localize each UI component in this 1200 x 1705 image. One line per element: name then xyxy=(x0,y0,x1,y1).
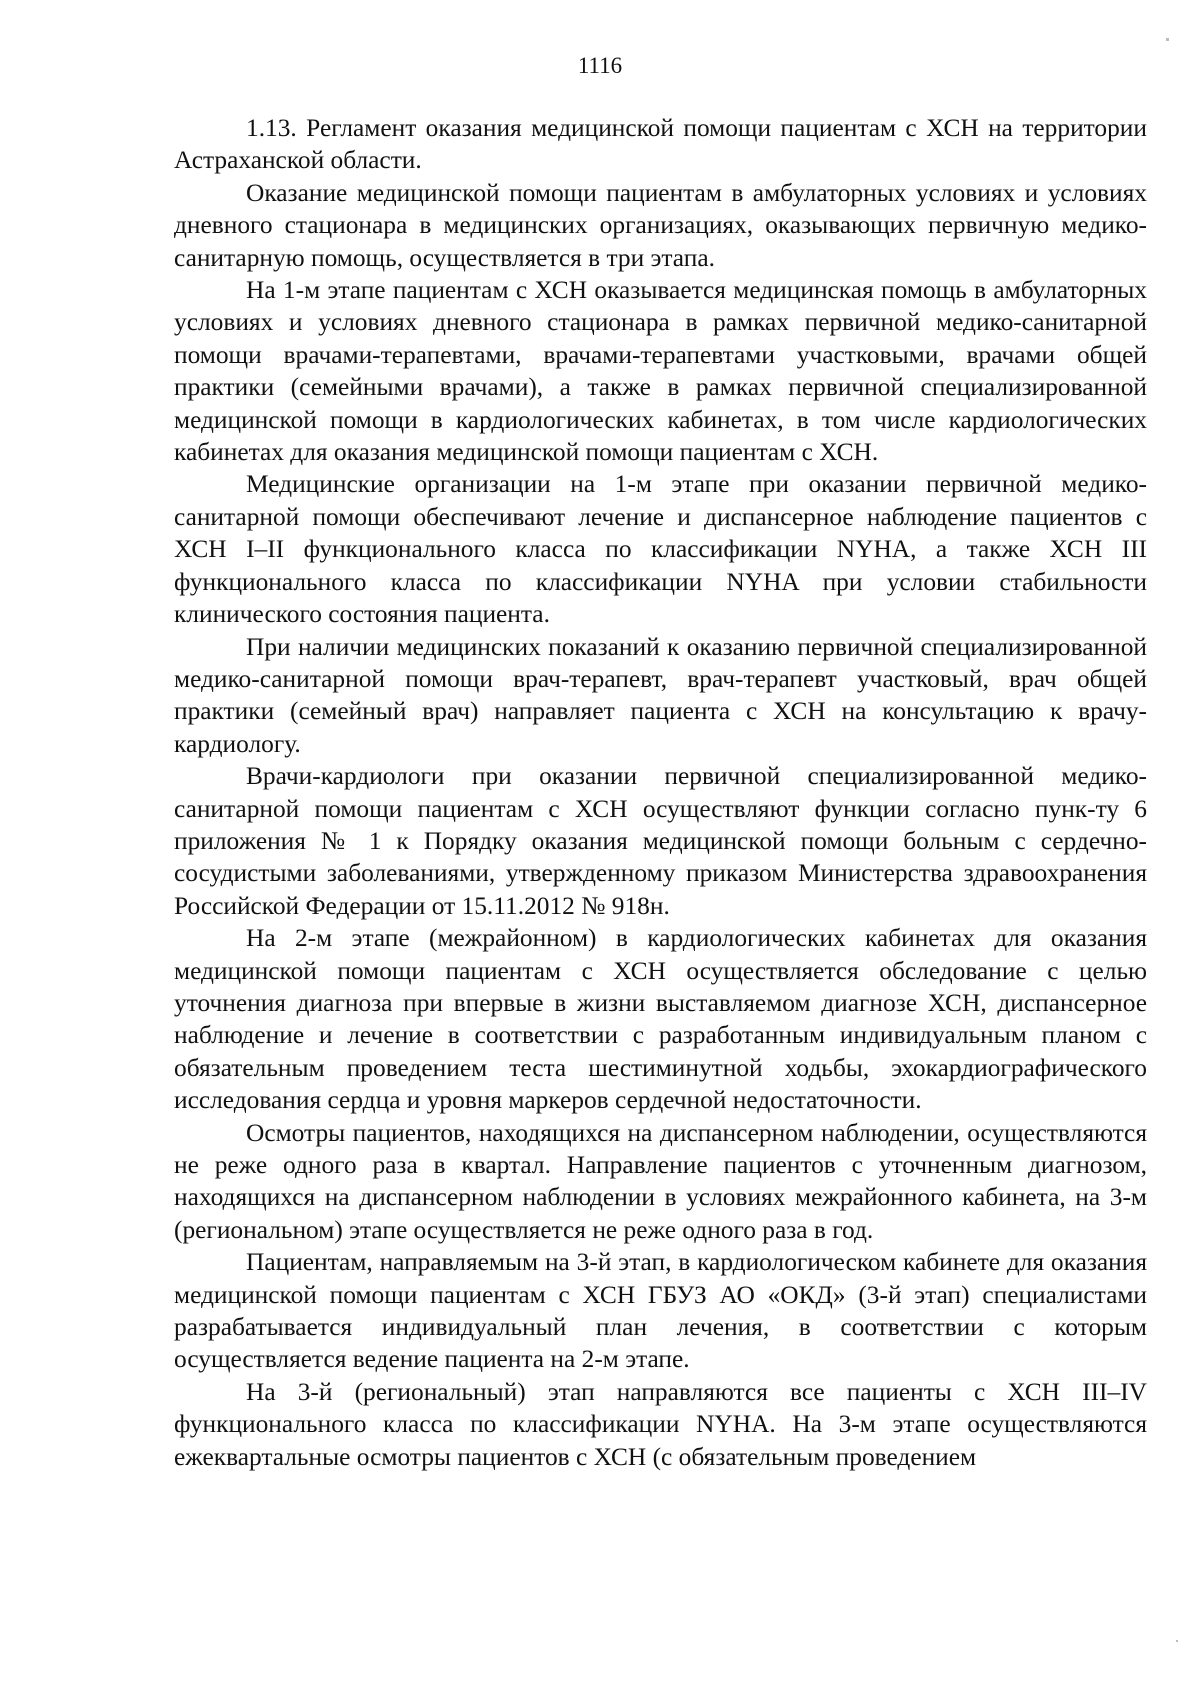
paragraph: Пациентам, направляемым на 3-й этап, в кардиологическом кабинете для оказания медицинской помощи пациентам с ХСН ГБУЗ АО «ОКД» (3-й этап) специалистами разрабатывается индивидуальный план лечения, в соответствии с которым осуществляется ведение пациента на 2-м этапе. xyxy=(174,1248,1147,1374)
document-body xyxy=(174,112,1147,1473)
scan-speck xyxy=(1166,38,1169,41)
paragraph: На 1-м этапе пациентам с ХСН оказывается медицинская помощь в амбулаторных условиях и условиях дневного стационара в рамках первичной медико-санитарной помощи врачами-терапевтами, врачами-терапевтами участковыми, врачами общей практики (семейными врачами), а также в рамках первичной специализированной медицинской помощи в кардиологических кабинетах, в том числе кардиологических кабинетах для оказания медицинской помощи пациентам с ХСН. xyxy=(174,276,1147,467)
paragraph: На 2-м этапе (межрайонном) в кардиологических кабинетах для оказания медицинской помощи пациентам с ХСН осуществляется обследование с целью уточнения диагноза при впервые в жизни выставляемом диагнозе ХСН, диспансерное наблюдение и лечение в соответствии с разработанным индивидуальным планом с обязательным проведением теста шестиминутной ходьбы, эхокардиографического исследования сердца и уровня маркеров сердечной недостаточности. xyxy=(174,924,1147,1115)
paragraph: Медицинские организации на 1-м этапе при оказании первичной медико-санитарной помощи обеспечивают лечение и диспансерное наблюдение пациентов с ХСН I–II функционального класса по классификации NYHA, а также ХСН III функционального класса по классификации NYHA при условии стабильности клинического состояния пациента. xyxy=(174,470,1147,629)
paragraph: Осмотры пациентов, находящихся на диспансерном наблюдении, осуществляются не реже одного раза в квартал. Направление пациентов с уточненным диагнозом, находящихся на диспансерном наблюдении в условиях межрайонного кабинета, на 3-м (региональном) этапе осуществляется не реже одного раза в год. xyxy=(174,1118,1147,1244)
page-number: 1116 xyxy=(577,53,623,78)
paragraph-section-heading: 1.13. Регламент оказания медицинской помощи пациентам с ХСН на территории Астраханской области. xyxy=(174,114,1147,175)
paragraph: При наличии медицинских показаний к оказанию первичной специализированной медико-санитарной помощи врач-терапевт, врач-терапевт участковый, врач общей практики (семейный врач) направляет пациента с ХСН на консультацию к врачу-кардиологу. xyxy=(174,632,1147,758)
paragraph: На 3-й (региональный) этап направляются все пациенты с ХСН III–IV функционального класса по классификации NYHA. На 3-м этапе осуществляются ежеквартальные осмотры пациентов с ХСН (с обязательным проведением xyxy=(174,1377,1147,1471)
paragraph: Оказание медицинской помощи пациентам в амбулаторных условиях и условиях дневного стационара в медицинских организациях, оказывающих первичную медико-санитарную помощь, осуществляется в три этапа. xyxy=(174,178,1147,272)
paragraph: Врачи-кардиологи при оказании первичной специализированной медико-санитарной помощи пациентам с ХСН осуществляют функции согласно пунк-ту 6 приложения № 1 к Порядку оказания медицинской помощи больным с сердечно-сосудистыми заболеваниями, утвержденному приказом Министерства здравоохранения Российской Федерации от 15.11.2012 № 918н. xyxy=(174,762,1147,920)
scan-speck xyxy=(1176,1640,1178,1642)
